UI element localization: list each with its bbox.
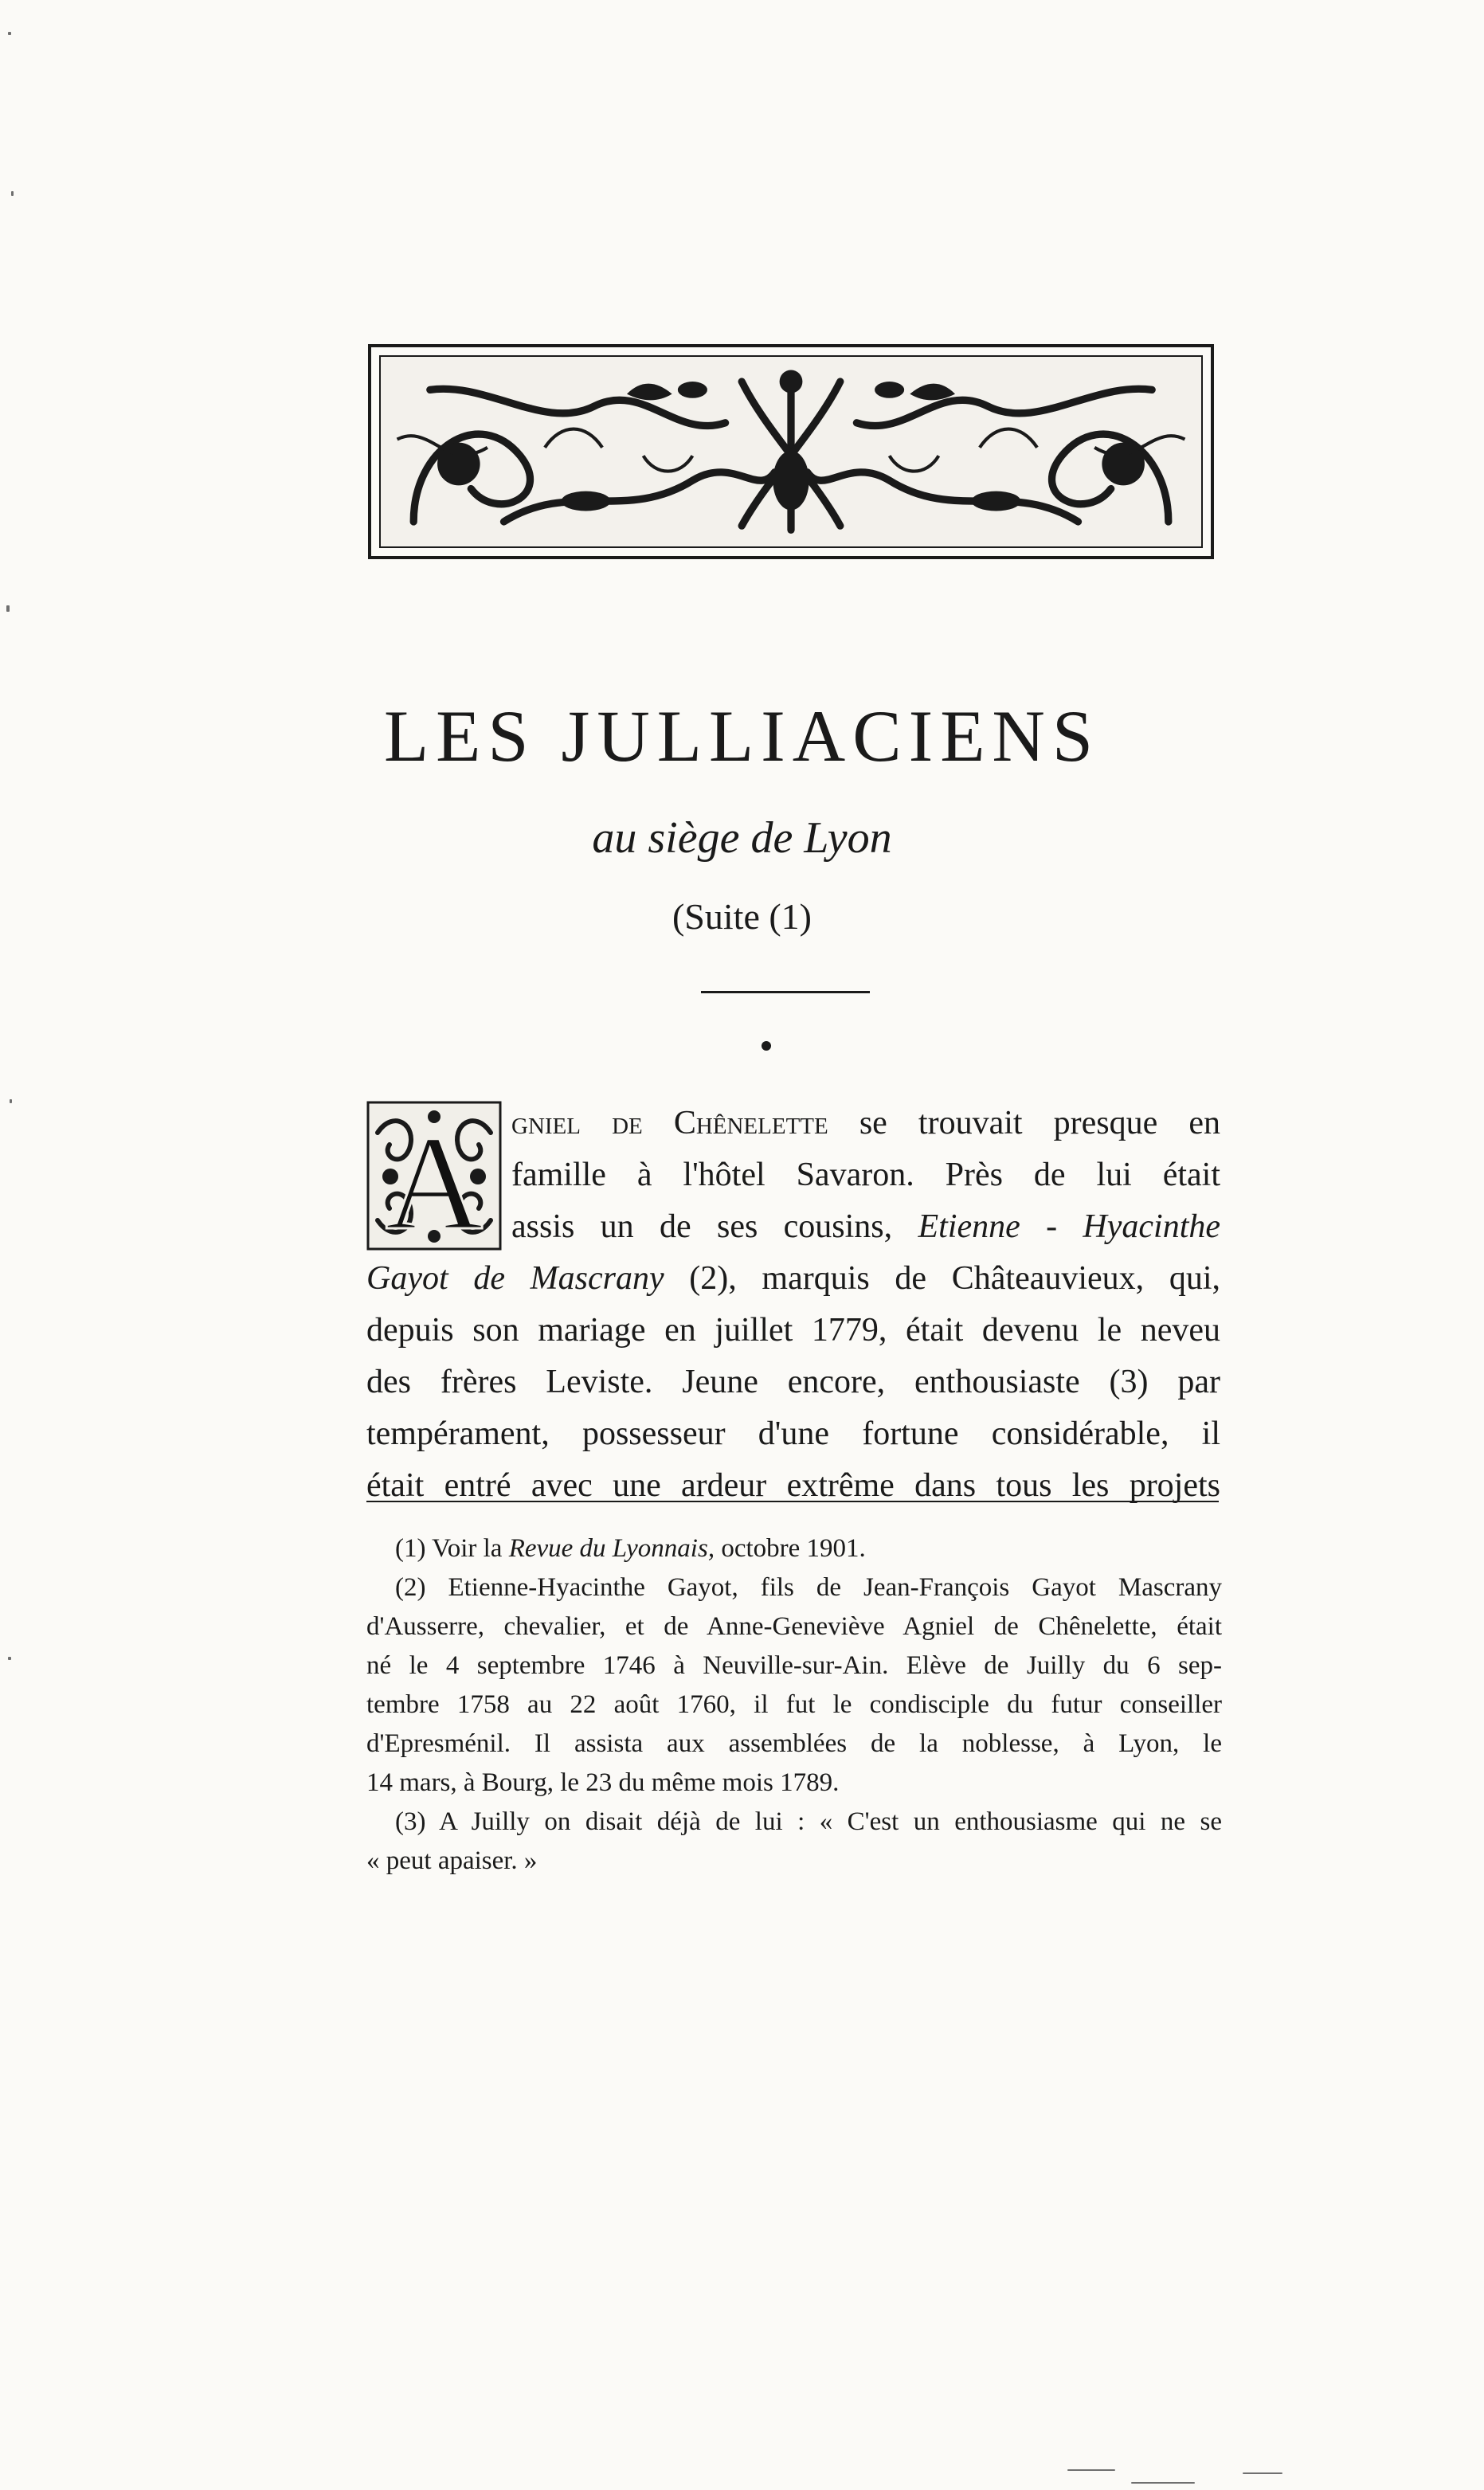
body-line-4: Gayot de Mascrany (2), marquis de Châteauvieux, qui, [366, 1260, 1221, 1297]
ornamental-headpiece [368, 344, 1214, 559]
body-paragraph [366, 1098, 1220, 1512]
article-title: LES JULLIACIENS [383, 695, 1101, 777]
article-subtitle: au siège de Lyon [592, 813, 892, 863]
title-divider [701, 991, 870, 993]
body-line-8: était entré avec une ardeur extrême dans tous les projets [366, 1467, 1220, 1504]
footnote-3: (3) A Juilly on disait déjà de lui : « C'est un enthousiasme qui ne se « peut apaiser. » [366, 1807, 1222, 1875]
body-line-6: des frères Leviste. Jeune encore, enthousiaste (3) par [366, 1364, 1220, 1400]
svg-text:A: A [385, 1108, 484, 1251]
body-line-5: depuis son mariage en juillet 1779, était devenu le neveu [366, 1312, 1220, 1349]
footnote-divider [366, 1501, 1219, 1502]
drop-cap-letter [366, 1101, 502, 1251]
scan-speck [8, 1657, 11, 1660]
ornament-dot [762, 1041, 771, 1051]
body-line-3: assis un de ses cousins, Etienne - Hyacinthe [511, 1208, 1221, 1245]
footnote-2: (2) Etienne-Hyacinthe Gayot, fils de Jean-François Gayot Mascrany d'Ausserre, chevalier, et de Anne-Geneviève Agniel de Chênelette, était né le 4 septembre 1746 à Neuville-sur-Ain. Elève de Juilly du 6 sep- tembre 1758 au 22 août 1760, il fut le condisciple du futur conseiller d'Epresménil. Il assista aux assemblées de la noblesse, à Lyon, le 14 mars, à Bourg, le 23 du même mois 1789. [366, 1573, 1222, 1797]
body-line-2: famille à l'hôtel Savaron. Près de lui était [511, 1157, 1220, 1193]
scan-speck [10, 1099, 12, 1103]
continuation-note: (Suite (1) [672, 896, 812, 937]
footnotes [366, 1529, 1222, 1881]
scan-speck [11, 191, 14, 196]
scan-speck [1243, 2472, 1282, 2474]
arabesque-ornament [381, 357, 1201, 546]
scan-speck [1131, 2482, 1195, 2484]
body-line-1: gniel de Chênelette se trouvait presque en [511, 1105, 1220, 1141]
scan-speck [6, 605, 10, 612]
scan-speck [1067, 2469, 1115, 2471]
scan-speck [8, 32, 11, 35]
footnote-1: (1) Voir la Revue du Lyonnais, octobre 1901. [395, 1534, 866, 1563]
body-line-7: tempérament, possesseur d'une fortune considérable, il [366, 1415, 1220, 1452]
